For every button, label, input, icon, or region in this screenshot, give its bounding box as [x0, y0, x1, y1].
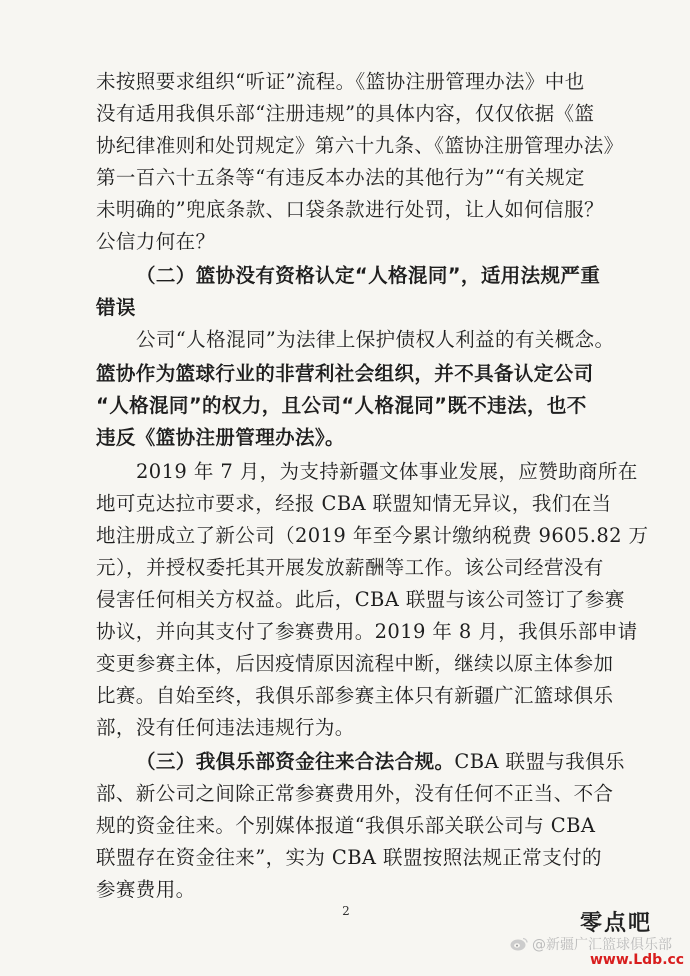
text-line: 公司“人格混同”为法律上保护债权人利益的有关概念。	[136, 328, 615, 351]
mixed-line	[136, 750, 625, 774]
watermark-account-text: @新疆广汇篮球俱乐部	[532, 937, 672, 953]
text-line: 元），并授权委托其开展发放薪酬等工作。该公司经营没有	[96, 556, 604, 579]
text-line: 规的资金往来。个别媒体报道“我俱乐部关联公司与 CBA	[96, 814, 596, 837]
text-line: 2019 年 7 月，为支持新疆文体事业发展，应赞助商所在	[136, 460, 638, 483]
text-line: 部、新公司之间除正常参赛费用外，没有任何不正当、不合	[96, 782, 614, 805]
text-span: CBA 联盟与我俱乐	[454, 750, 625, 773]
text-line: 第一百六十五条等“有违反本办法的其他行为”“有关规定	[96, 166, 585, 189]
text-line: 协纪律准则和处罚规定》第六十九条、《篮协注册管理办法》	[96, 134, 624, 157]
section-heading: （三）我俱乐部资金往来合法合规。	[136, 750, 455, 773]
text-line: 地注册成立了新公司（2019 年至今累计缴纳税费 9605.82 万	[96, 524, 649, 547]
text-line: 变更参赛主体，后因疫情原因流程中断，继续以原主体参加	[96, 652, 614, 675]
text-line: 部，没有任何违法违规行为。	[96, 716, 355, 739]
watermark-url: www.Ldb.cc	[590, 952, 685, 968]
text-line: 比赛。自始至终，我俱乐部参赛主体只有新疆广汇篮球俱乐	[96, 684, 614, 707]
weibo-icon	[510, 937, 528, 951]
text-line: 协议，并向其支付了参赛费用。2019 年 8 月，我俱乐部申请	[96, 620, 638, 643]
text-line: 未明确的”兜底条款、口袋条款进行处罚，让人如何信服？	[96, 198, 604, 221]
text-line: 地可克达拉市要求，经报 CBA 联盟知情无异议，我们在当	[96, 492, 612, 515]
text-line: 公信力何在？	[96, 230, 216, 253]
text-line: 未按照要求组织“听证”流程。《篮协注册管理办法》中也	[96, 70, 585, 93]
bold-text-line: 篮协作为篮球行业的非营利社会组织，并不具备认定公司	[96, 362, 594, 385]
text-line: 参赛费用。	[96, 878, 196, 901]
text-line: 联盟存在资金往来”，实为 CBA 联盟按照法规正常支付的	[96, 846, 602, 869]
watermark-account	[510, 934, 672, 954]
watermark-logo: 零点吧	[580, 911, 653, 936]
text-line: 没有适用我俱乐部“注册违规”的具体内容，仅仅依据《篮	[96, 102, 595, 125]
section-heading: 错误	[96, 296, 136, 319]
bold-text-line: 违反《篮协注册管理办法》。	[96, 426, 345, 449]
section-heading: （二）篮协没有资格认定“人格混同”，适用法规严重	[136, 264, 601, 287]
page-number: 2	[342, 904, 350, 918]
bold-text-line: “人格混同”的权力，且公司“人格混同”既不违法，也不	[96, 394, 587, 417]
text-line: 侵害任何相关方权益。此后，CBA 联盟与该公司签订了参赛	[96, 588, 625, 611]
